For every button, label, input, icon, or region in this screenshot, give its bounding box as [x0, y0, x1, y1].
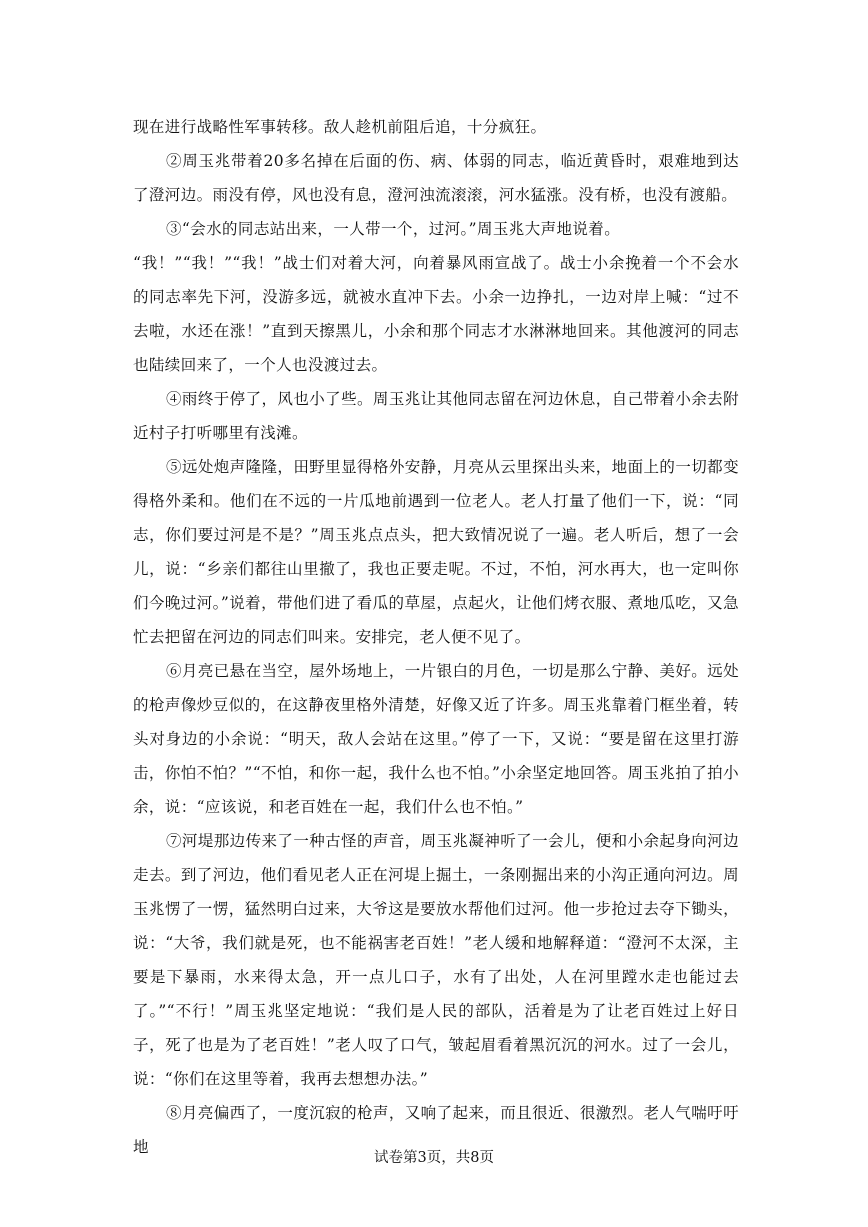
page-footer: 试卷第3页，共8页 — [374, 1150, 494, 1166]
passage-body — [133, 110, 739, 1164]
paragraph-5: ⑤远处炮声隆隆，田野里显得格外安静，月亮从云里探出头来，地面上的一切都变得格外柔和。他们在不远的一片瓜地前遇到一位老人。老人打量了他们一下，说：“同志，你们要过河是不是？”周玉兆点点头，把大致情况说了一遍。老人听后，想了一会儿，说：“乡亲们都往山里撤了，我也正要走呢。不过，不怕，河水再大，也一定叫你们今晚过河。”说着，带他们进了看瓜的草屋，点起火，让他们烤衣服、煮地瓜吃，又急忙去把留在河边的同志们叫来。安排完，老人便不见了。 — [133, 458, 739, 646]
paragraph-3: ③“会水的同志站出来，一人带一个，过河。”周玉兆大声地说着。 — [166, 220, 621, 238]
paragraph-7: ⑦河堤那边传来了一种古怪的声音，周玉兆凝神听了一会儿，便和小余起身向河边走去。到了河边，他们看见老人正在河堤上掘土，一条刚掘出来的小沟正通向河边。周玉兆愣了一愣，猛然明白过来，大爷这是要放水帮他们过河。他一步抢过去夺下锄头，说：“大爷，我们就是死，也不能祸害老百姓！”老人缓和地解释道：“澄河不太深，主要是下暴雨，水来得太急，开一点儿口子，水有了出处，人在河里蹚水走也能过去了。”“不行！”周玉兆坚定地说：“我们是人民的部队，活着是为了让老百姓过上好日子，死了也是为了老百姓！”老人叹了口气，皱起眉看着黑沉沉的河水。过了一会儿，说：“你们在这里等着，我再去想想办法。” — [133, 832, 739, 1088]
paragraph-2: ②周玉兆带着20多名掉在后面的伤、病、体弱的同志，临近黄昏时，艰难地到达了澄河边。雨没有停，风也没有息，澄河浊流滚滚，河水猛涨。没有桥，也没有渡船。 — [133, 152, 739, 204]
paragraph-4: ④雨终于停了，风也小了些。周玉兆让其他同志留在河边休息，自己带着小余去附近村子打听哪里有浅滩。 — [133, 390, 739, 442]
paragraph-6: ⑥月亮已悬在当空，屋外场地上，一片银白的月色，一切是那么宁静、美好。远处的枪声像炒豆似的，在这静夜里格外清楚，好像又近了许多。周玉兆靠着门框坐着，转头对身边的小余说：“明天，敌人会站在这里。”停了一下，又说：“要是留在这里打游击，你怕不怕？”“不怕，和你一起，我什么也不怕。”小余坚定地回答。周玉兆拍了拍小余，说：“应该说，和老百姓在一起，我们什么也不怕。” — [133, 662, 739, 816]
paragraph-8: ⑧月亮偏西了，一度沉寂的枪声，又响了起来，而且很近、很激烈。老人气喘吁吁地 — [133, 1104, 739, 1156]
paragraph-3-dialogue: “我！”“我！”“我！”战士们对着大河，向着暴风雨宣战了。战士小余挽着一个不会水的同志率先下河，没游多远，就被水直冲下去。小余一边挣扎，一边对岸上喊：“过不去啦，水还在涨！”直到天擦黑儿，小余和那个同志才水淋淋地回来。其他渡河的同志也陆续回来了，一个人也没渡过去。 — [133, 254, 739, 374]
paragraph-continuation: 现在进行战略性军事转移。敌人趁机前阻后追，十分疯狂。 — [133, 118, 547, 136]
